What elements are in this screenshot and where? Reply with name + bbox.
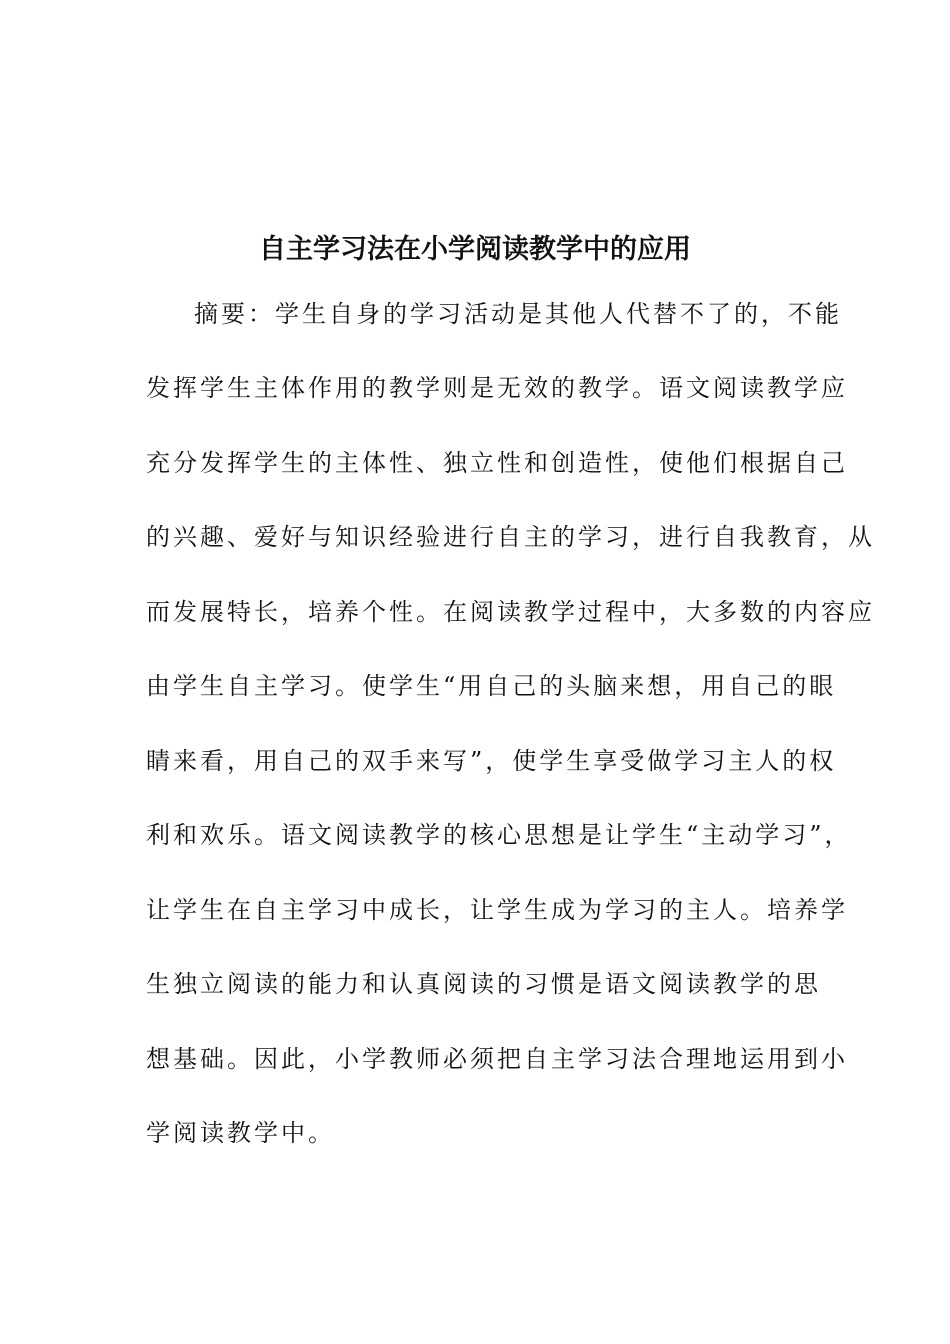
abstract-line: 利和欢乐。语文阅读教学的核心思想是让学生“主动学习”， bbox=[146, 821, 852, 849]
abstract-line: 摘要：学生自身的学习活动是其他人代替不了的，不能 bbox=[194, 300, 842, 328]
abstract-line: 让学生在自主学习中成长，让学生成为学习的主人。培养学 bbox=[146, 896, 848, 924]
abstract-line: 充分发挥学生的主体性、独立性和创造性，使他们根据自己 bbox=[146, 449, 848, 477]
document-title: 自主学习法在小学阅读教学中的应用 bbox=[259, 234, 691, 265]
abstract-line: 学阅读教学中。 bbox=[146, 1119, 335, 1147]
abstract-line: 发挥学生主体作用的教学则是无效的教学。语文阅读教学应 bbox=[146, 374, 848, 402]
abstract-line: 而发展特长，培养个性。在阅读教学过程中，大多数的内容应 bbox=[146, 598, 875, 626]
abstract-line: 的兴趣、爱好与知识经验进行自主的学习，进行自我教育，从 bbox=[146, 523, 875, 551]
abstract-line: 由学生自主学习。使学生“用自己的头脑来想，用自己的眼 bbox=[146, 672, 837, 700]
abstract-line: 睛来看，用自己的双手来写”，使学生享受做学习主人的权 bbox=[146, 747, 837, 775]
abstract-line: 想基础。因此，小学教师必须把自主学习法合理地运用到小 bbox=[146, 1045, 848, 1073]
abstract-line: 生独立阅读的能力和认真阅读的习惯是语文阅读教学的思 bbox=[146, 970, 821, 998]
